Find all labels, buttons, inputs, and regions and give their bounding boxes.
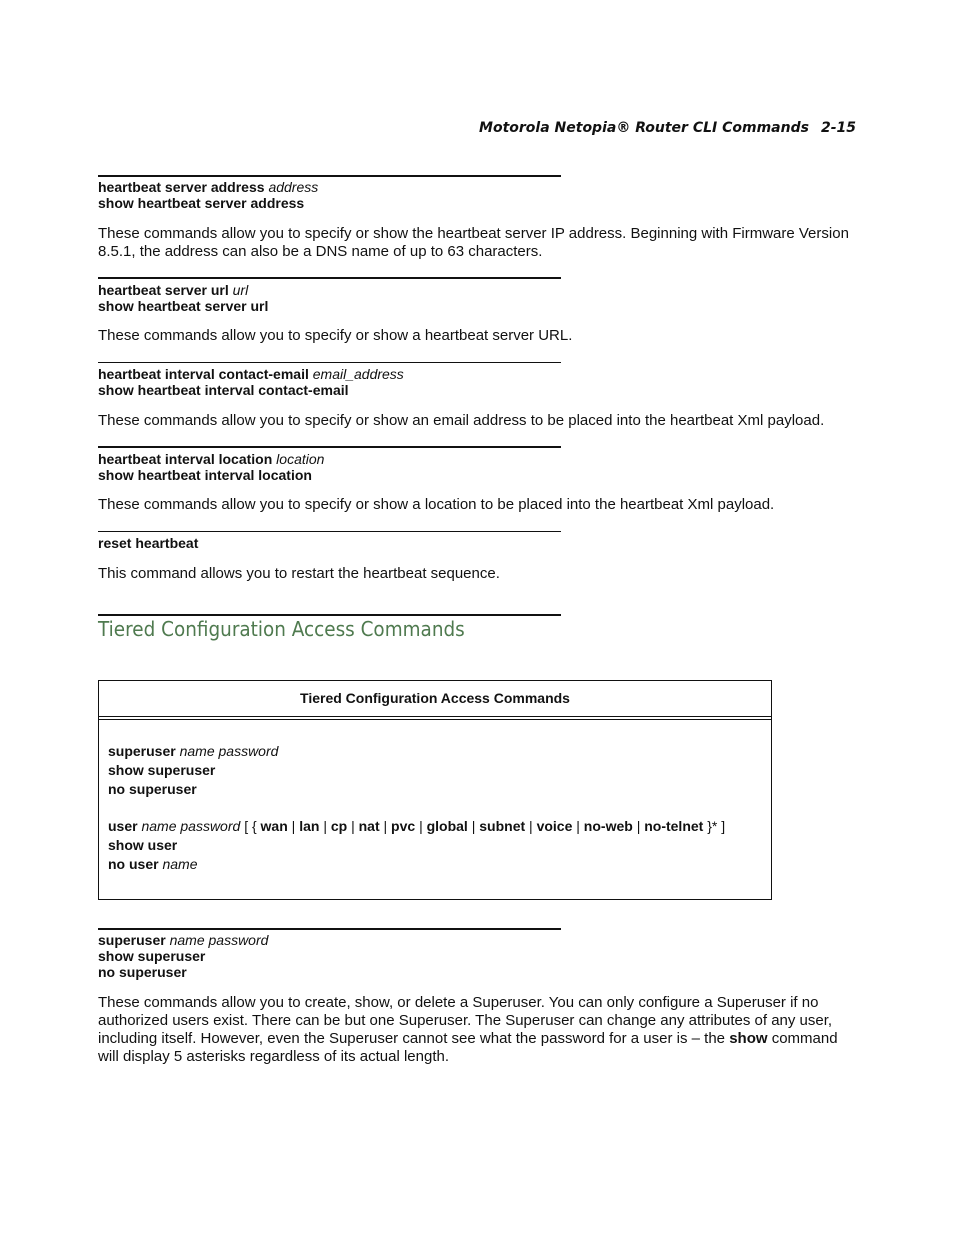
commands-table — [98, 680, 772, 900]
command-description: These commands allow you to specify or show the heartbeat server IP address. Beginning with Firmware Version 8.5.1, the address can also be a DNS name of up to 63 characters. — [98, 225, 849, 260]
section-rule — [98, 277, 561, 279]
table-row: superuser name password — [108, 743, 279, 759]
command-description: These commands allow you to specify or show a heartbeat server URL. — [98, 327, 573, 344]
section-title: Tiered Configuration Access Commands — [98, 617, 465, 641]
table-header-double-rule — [99, 719, 771, 720]
section-rule — [98, 928, 561, 930]
command-description: These commands allow you to specify or show a location to be placed into the heartbeat Xml payload. — [98, 496, 775, 513]
header-title: Motorola Netopia® Router CLI Commands — [479, 120, 809, 136]
table-row: user name password [ { wan | lan | cp | nat | pvc | global | subnet | voice | no-web | no-telnet }* ] — [108, 818, 726, 834]
command-syntax: heartbeat interval contact-email email_address show heartbeat interval contact-email — [98, 366, 404, 398]
table-row: show superuser — [108, 762, 216, 778]
section-rule — [98, 175, 561, 177]
section-rule — [98, 446, 561, 448]
command-syntax: heartbeat server url url show heartbeat server url — [98, 282, 269, 314]
table-row: no superuser — [108, 781, 197, 797]
command-syntax: heartbeat server address address show heartbeat server address — [98, 179, 319, 211]
running-header — [0, 120, 856, 136]
command-syntax: superuser name password show superuser no superuser — [98, 932, 269, 980]
command-syntax: reset heartbeat — [98, 535, 199, 551]
table-body — [108, 742, 725, 874]
section-rule — [98, 362, 561, 363]
command-description: These commands allow you to specify or show an email address to be placed into the heartbeat Xml payload. — [98, 412, 825, 429]
command-description: This command allows you to restart the heartbeat sequence. — [98, 565, 500, 582]
command-description: These commands allow you to create, show, or delete a Superuser. You can only configure a Superuser if no authorized users exist. There can be but one Superuser. The Superuser can change any attributes of any user, including itself. However, even the Superuser cannot see what the password for a user is – the show command will display 5 asterisks regardless of its actual length. — [98, 994, 838, 1065]
section-title-rule — [98, 614, 561, 616]
section-rule — [98, 531, 561, 532]
page-number: 2-15 — [820, 120, 856, 136]
table-row: show user — [108, 837, 178, 853]
table-row: no user name — [108, 856, 198, 872]
table-header: Tiered Configuration Access Commands — [99, 681, 771, 717]
command-syntax: heartbeat interval location location show heartbeat interval location — [98, 451, 325, 483]
